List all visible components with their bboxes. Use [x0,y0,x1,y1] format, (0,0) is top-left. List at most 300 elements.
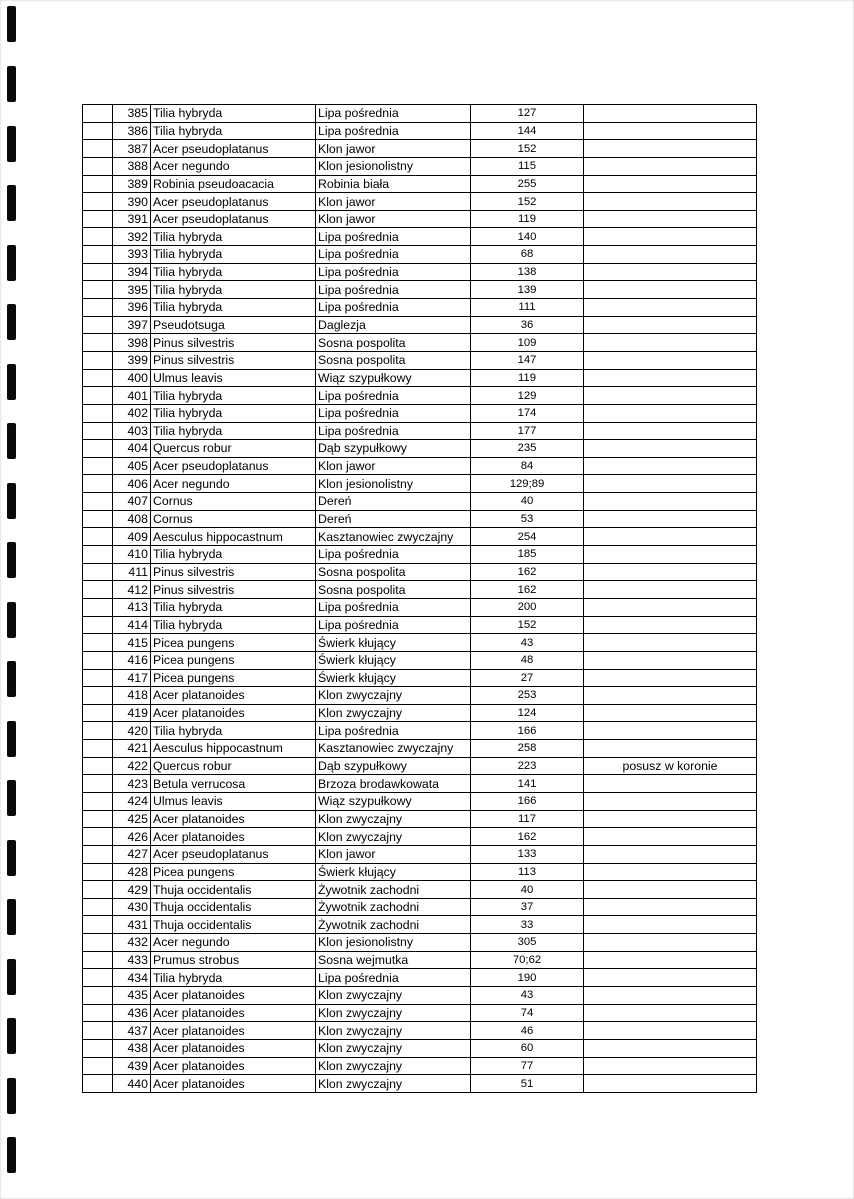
circumference: 84 [471,457,584,475]
remarks [584,510,757,528]
remarks [584,140,757,158]
remarks [584,546,757,564]
latin-name: Tilia hybryda [151,616,316,634]
latin-name: Quercus robur [151,757,316,775]
remarks [584,828,757,846]
blank-cell [83,493,113,511]
table-body [83,105,757,1093]
polish-name: Świerk kłujący [316,863,471,881]
circumference: 70;62 [471,951,584,969]
blank-cell [83,1004,113,1022]
polish-name: Klon zwyczajny [316,810,471,828]
table-row [83,969,757,987]
latin-name: Tilia hybryda [151,422,316,440]
remarks [584,1057,757,1075]
tree-number: 388 [113,157,151,175]
latin-name: Acer platanoides [151,1022,316,1040]
remarks [584,969,757,987]
tree-number: 437 [113,1022,151,1040]
table-row [83,775,757,793]
circumference: 185 [471,546,584,564]
blank-cell [83,210,113,228]
polish-name: Lipa pośrednia [316,263,471,281]
latin-name: Robinia pseudoacacia [151,175,316,193]
table-row [83,351,757,369]
circumference: 223 [471,757,584,775]
table-row [83,404,757,422]
circumference: 40 [471,493,584,511]
polish-name: Lipa pośrednia [316,228,471,246]
circumference: 177 [471,422,584,440]
polish-name: Lipa pośrednia [316,122,471,140]
blank-cell [83,299,113,317]
latin-name: Acer platanoides [151,1075,316,1093]
polish-name: Lipa pośrednia [316,281,471,299]
latin-name: Pseudotsuga [151,316,316,334]
blank-cell [83,351,113,369]
latin-name: Tilia hybryda [151,546,316,564]
tree-number: 415 [113,634,151,652]
blank-cell [83,281,113,299]
table-row [83,634,757,652]
table-row [83,422,757,440]
polish-name: Dąb szypułkowy [316,440,471,458]
circumference: 43 [471,987,584,1005]
circumference: 141 [471,775,584,793]
polish-name: Klon zwyczajny [316,1075,471,1093]
circumference: 43 [471,634,584,652]
table-row [83,299,757,317]
binding-hole [7,661,16,697]
tree-number: 385 [113,105,151,123]
binding-hole [7,602,16,638]
polish-name: Klon zwyczajny [316,687,471,705]
circumference: 258 [471,740,584,758]
remarks [584,987,757,1005]
polish-name: Lipa pośrednia [316,598,471,616]
tree-number: 432 [113,934,151,952]
table-row [83,1057,757,1075]
remarks [584,422,757,440]
remarks [584,704,757,722]
latin-name: Acer platanoides [151,687,316,705]
circumference: 305 [471,934,584,952]
tree-number: 409 [113,528,151,546]
remarks [584,299,757,317]
table-row [83,546,757,564]
table-row [83,228,757,246]
circumference: 200 [471,598,584,616]
polish-name: Klon zwyczajny [316,828,471,846]
latin-name: Aesculus hippocastnum [151,740,316,758]
table-row [83,140,757,158]
table-row [83,475,757,493]
latin-name: Tilia hybryda [151,299,316,317]
tree-number: 434 [113,969,151,987]
latin-name: Tilia hybryda [151,722,316,740]
circumference: 46 [471,1022,584,1040]
table-row [83,581,757,599]
latin-name: Acer platanoides [151,1004,316,1022]
tree-number: 389 [113,175,151,193]
tree-number: 420 [113,722,151,740]
circumference: 139 [471,281,584,299]
circumference: 235 [471,440,584,458]
blank-cell [83,1039,113,1057]
binding-hole [7,959,16,995]
latin-name: Betula verrucosa [151,775,316,793]
polish-name: Kasztanowiec zwyczajny [316,740,471,758]
polish-name: Lipa pośrednia [316,969,471,987]
polish-name: Lipa pośrednia [316,387,471,405]
blank-cell [83,581,113,599]
tree-number: 397 [113,316,151,334]
remarks [584,457,757,475]
latin-name: Tilia hybryda [151,598,316,616]
tree-number: 404 [113,440,151,458]
latin-name: Acer pseudoplatanus [151,457,316,475]
polish-name: Sosna pospolita [316,334,471,352]
latin-name: Acer pseudoplatanus [151,140,316,158]
tree-number: 436 [113,1004,151,1022]
tree-number: 424 [113,792,151,810]
latin-name: Tilia hybryda [151,404,316,422]
circumference: 117 [471,810,584,828]
tree-number: 405 [113,457,151,475]
binding-hole [7,899,16,935]
remarks [584,740,757,758]
remarks [584,334,757,352]
circumference: 138 [471,263,584,281]
tree-number: 406 [113,475,151,493]
blank-cell [83,987,113,1005]
polish-name: Sosna pospolita [316,563,471,581]
circumference: 162 [471,563,584,581]
table-row [83,687,757,705]
tree-number: 394 [113,263,151,281]
table-row [83,1075,757,1093]
polish-name: Świerk kłujący [316,651,471,669]
binding-hole [7,6,16,42]
remarks [584,651,757,669]
blank-cell [83,510,113,528]
blank-cell [83,934,113,952]
remarks [584,387,757,405]
polish-name: Lipa pośrednia [316,722,471,740]
circumference: 40 [471,881,584,899]
latin-name: Cornus [151,493,316,511]
tree-number: 391 [113,210,151,228]
blank-cell [83,881,113,899]
table-row [83,669,757,687]
circumference: 68 [471,246,584,264]
blank-cell [83,563,113,581]
latin-name: Tilia hybryda [151,246,316,264]
latin-name: Tilia hybryda [151,263,316,281]
polish-name: Lipa pośrednia [316,404,471,422]
polish-name: Sosna wejmutka [316,951,471,969]
latin-name: Thuja occidentalis [151,881,316,899]
circumference: 174 [471,404,584,422]
blank-cell [83,775,113,793]
remarks [584,193,757,211]
binding-hole [7,542,16,578]
polish-name: Lipa pośrednia [316,546,471,564]
remarks [584,175,757,193]
remarks [584,669,757,687]
latin-name: Pinus silvestris [151,581,316,599]
remarks: posusz w koronie [584,757,757,775]
polish-name: Wiąz szypułkowy [316,369,471,387]
tree-number: 387 [113,140,151,158]
binding-hole [7,483,16,519]
remarks [584,581,757,599]
remarks [584,616,757,634]
latin-name: Acer negundo [151,475,316,493]
polish-name: Dereń [316,493,471,511]
polish-name: Lipa pośrednia [316,105,471,123]
table-row [83,387,757,405]
table-row [83,934,757,952]
table-row [83,845,757,863]
binding-hole [7,364,16,400]
circumference: 253 [471,687,584,705]
blank-cell [83,722,113,740]
table-row [83,1022,757,1040]
remarks [584,792,757,810]
table-row [83,334,757,352]
polish-name: Klon zwyczajny [316,1039,471,1057]
latin-name: Tilia hybryda [151,228,316,246]
binding-hole [7,126,16,162]
table-row [83,263,757,281]
polish-name: Lipa pośrednia [316,246,471,264]
blank-cell [83,422,113,440]
latin-name: Tilia hybryda [151,387,316,405]
tree-number: 392 [113,228,151,246]
tree-number: 419 [113,704,151,722]
remarks [584,404,757,422]
blank-cell [83,669,113,687]
latin-name: Acer platanoides [151,810,316,828]
tree-number: 412 [113,581,151,599]
latin-name: Picea pungens [151,634,316,652]
tree-number: 431 [113,916,151,934]
table-row [83,528,757,546]
blank-cell [83,316,113,334]
blank-cell [83,687,113,705]
circumference: 133 [471,845,584,863]
tree-number: 433 [113,951,151,969]
polish-name: Lipa pośrednia [316,299,471,317]
remarks [584,369,757,387]
polish-name: Klon jesionolistny [316,934,471,952]
blank-cell [83,263,113,281]
tree-inventory-table [82,104,757,1093]
table-row [83,828,757,846]
circumference: 115 [471,157,584,175]
circumference: 74 [471,1004,584,1022]
remarks [584,246,757,264]
blank-cell [83,475,113,493]
polish-name: Świerk kłujący [316,634,471,652]
remarks [584,281,757,299]
circumference: 77 [471,1057,584,1075]
blank-cell [83,1075,113,1093]
remarks [584,775,757,793]
table-row [83,616,757,634]
circumference: 51 [471,1075,584,1093]
blank-cell [83,757,113,775]
binding-hole [7,840,16,876]
tree-number: 423 [113,775,151,793]
circumference: 33 [471,916,584,934]
polish-name: Klon jesionolistny [316,157,471,175]
latin-name: Tilia hybryda [151,969,316,987]
latin-name: Acer platanoides [151,1057,316,1075]
latin-name: Acer platanoides [151,1039,316,1057]
table-row [83,898,757,916]
latin-name: Tilia hybryda [151,105,316,123]
blank-cell [83,845,113,863]
remarks [584,863,757,881]
binding-hole [7,304,16,340]
polish-name: Żywotnik zachodni [316,881,471,899]
blank-cell [83,951,113,969]
remarks [584,722,757,740]
remarks [584,916,757,934]
circumference: 27 [471,669,584,687]
table-row [83,951,757,969]
table-row [83,246,757,264]
table-row [83,881,757,899]
binding-hole [7,423,16,459]
remarks [584,210,757,228]
table-row [83,1004,757,1022]
blank-cell [83,334,113,352]
tree-number: 403 [113,422,151,440]
circumference: 111 [471,299,584,317]
tree-number: 418 [113,687,151,705]
latin-name: Acer pseudoplatanus [151,845,316,863]
tree-number: 440 [113,1075,151,1093]
table-row [83,598,757,616]
tree-number: 401 [113,387,151,405]
tree-number: 427 [113,845,151,863]
tree-number: 425 [113,810,151,828]
tree-number: 407 [113,493,151,511]
blank-cell [83,792,113,810]
polish-name: Lipa pośrednia [316,616,471,634]
remarks [584,228,757,246]
remarks [584,810,757,828]
circumference: 113 [471,863,584,881]
blank-cell [83,616,113,634]
blank-cell [83,105,113,123]
table-row [83,440,757,458]
remarks [584,157,757,175]
tree-number: 393 [113,246,151,264]
polish-name: Żywotnik zachodni [316,898,471,916]
remarks [584,598,757,616]
blank-cell [83,440,113,458]
remarks [584,687,757,705]
latin-name: Quercus robur [151,440,316,458]
polish-name: Dąb szypułkowy [316,757,471,775]
polish-name: Wiąz szypułkowy [316,792,471,810]
polish-name: Dereń [316,510,471,528]
latin-name: Pinus silvestris [151,334,316,352]
circumference: 119 [471,369,584,387]
blank-cell [83,457,113,475]
polish-name: Klon zwyczajny [316,1022,471,1040]
table-row [83,210,757,228]
remarks [584,1075,757,1093]
remarks [584,122,757,140]
circumference: 166 [471,722,584,740]
blank-cell [83,175,113,193]
circumference: 129;89 [471,475,584,493]
table-row [83,704,757,722]
polish-name: Świerk kłujący [316,669,471,687]
polish-name: Klon jawor [316,457,471,475]
remarks [584,1022,757,1040]
table-row [83,916,757,934]
tree-number: 398 [113,334,151,352]
circumference: 124 [471,704,584,722]
remarks [584,934,757,952]
latin-name: Acer pseudoplatanus [151,193,316,211]
table-row [83,810,757,828]
remarks [584,898,757,916]
table-row [83,863,757,881]
remarks [584,1039,757,1057]
polish-name: Kasztanowiec zwyczajny [316,528,471,546]
circumference: 152 [471,616,584,634]
polish-name: Klon jawor [316,210,471,228]
blank-cell [83,369,113,387]
circumference: 119 [471,210,584,228]
blank-cell [83,810,113,828]
circumference: 162 [471,828,584,846]
remarks [584,845,757,863]
polish-name: Klon zwyczajny [316,1004,471,1022]
table-row [83,757,757,775]
latin-name: Acer pseudoplatanus [151,210,316,228]
table-row [83,563,757,581]
tree-number: 386 [113,122,151,140]
tree-number: 411 [113,563,151,581]
table-row [83,281,757,299]
polish-name: Klon zwyczajny [316,987,471,1005]
polish-name: Brzoza brodawkowata [316,775,471,793]
circumference: 162 [471,581,584,599]
table-row [83,193,757,211]
tree-number: 422 [113,757,151,775]
binding-hole [7,1137,16,1173]
table-row [83,651,757,669]
circumference: 127 [471,105,584,123]
remarks [584,563,757,581]
latin-name: Prumus strobus [151,951,316,969]
blank-cell [83,1022,113,1040]
binding-hole [7,1078,16,1114]
tree-number: 413 [113,598,151,616]
latin-name: Pinus silvestris [151,351,316,369]
tree-number: 439 [113,1057,151,1075]
latin-name: Picea pungens [151,863,316,881]
circumference: 36 [471,316,584,334]
